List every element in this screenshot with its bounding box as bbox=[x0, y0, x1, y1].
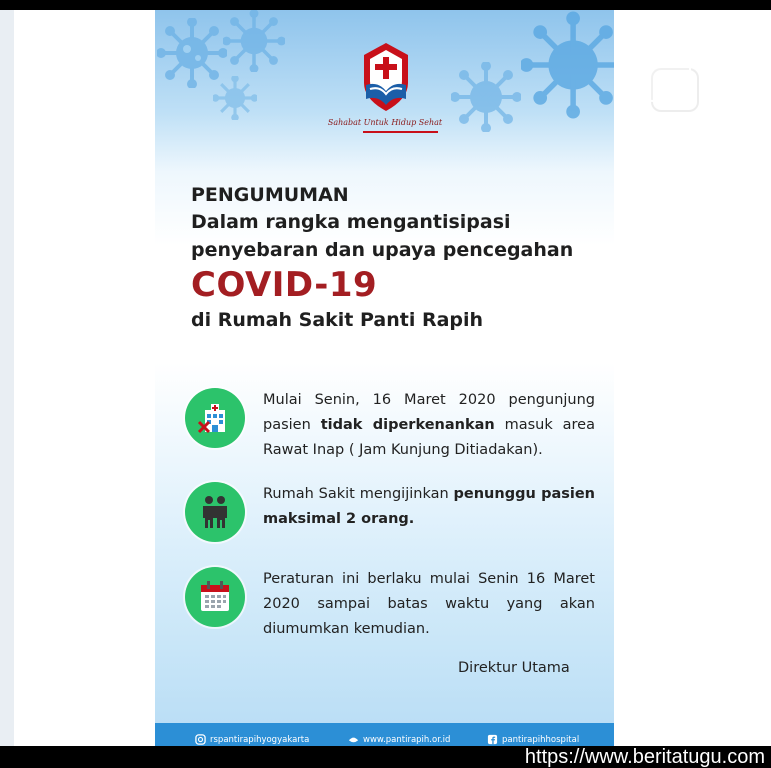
heading-line-3: di Rumah Sakit Panti Rapih bbox=[191, 309, 484, 331]
footer-instagram[interactable]: rspantirapihyogyakarta bbox=[195, 734, 309, 745]
hospital-logo-icon bbox=[358, 41, 414, 117]
icon-circle bbox=[185, 388, 245, 448]
virus-decoration-icon bbox=[451, 62, 521, 132]
announcement-poster bbox=[155, 10, 614, 746]
notice-text: Mulai Senin, 16 Maret 2020 pengunjung pasien tidak diperkenankan masuk area Rawat Inap ( Jam Kunjung Ditiadakan). bbox=[263, 392, 595, 458]
heading-line-1: Dalam rangka mengantisipasi bbox=[191, 211, 511, 233]
facebook-icon bbox=[487, 734, 498, 745]
virus-decoration-icon bbox=[521, 10, 614, 120]
signature: Direktur Utama bbox=[458, 660, 570, 676]
footer-website[interactable]: www.pantirapih.or.id bbox=[348, 734, 450, 745]
covid-highlight: COVID-19 bbox=[191, 265, 378, 305]
notice-text: Peraturan ini berlaku mulai Senin 16 Maret 2020 sampai batas waktu yang akan diumumkan kemudian. bbox=[263, 571, 595, 637]
virus-decoration-icon bbox=[213, 76, 257, 120]
heading-line-2: penyebaran dan upaya pencegahan bbox=[191, 239, 574, 261]
multiple-images-icon[interactable] bbox=[643, 58, 703, 112]
announcement-heading bbox=[191, 182, 611, 334]
globe-icon bbox=[348, 734, 359, 745]
poster-footer bbox=[155, 723, 614, 746]
icon-circle bbox=[185, 482, 245, 542]
icon-circle bbox=[185, 567, 245, 627]
announcement-title: PENGUMUMAN bbox=[191, 184, 349, 206]
footer-facebook[interactable]: pantirapihhospital bbox=[487, 734, 579, 745]
calendar-icon bbox=[197, 579, 233, 615]
notice-text: Rumah Sakit mengijinkan penunggu pasien maksimal 2 orang. bbox=[263, 486, 595, 527]
top-black-bar bbox=[0, 0, 771, 10]
logo-tagline: Sahabat Untuk Hidup Sehat bbox=[327, 118, 443, 127]
instagram-icon bbox=[195, 734, 206, 745]
watermark-url: https://www.beritatugu.com bbox=[524, 746, 765, 768]
right-margin bbox=[755, 10, 771, 746]
hospital-ban-icon bbox=[197, 400, 233, 436]
left-margin bbox=[0, 10, 14, 746]
two-people-icon bbox=[197, 494, 233, 530]
virus-decoration-icon bbox=[223, 10, 285, 72]
tagline-underline bbox=[363, 131, 438, 133]
